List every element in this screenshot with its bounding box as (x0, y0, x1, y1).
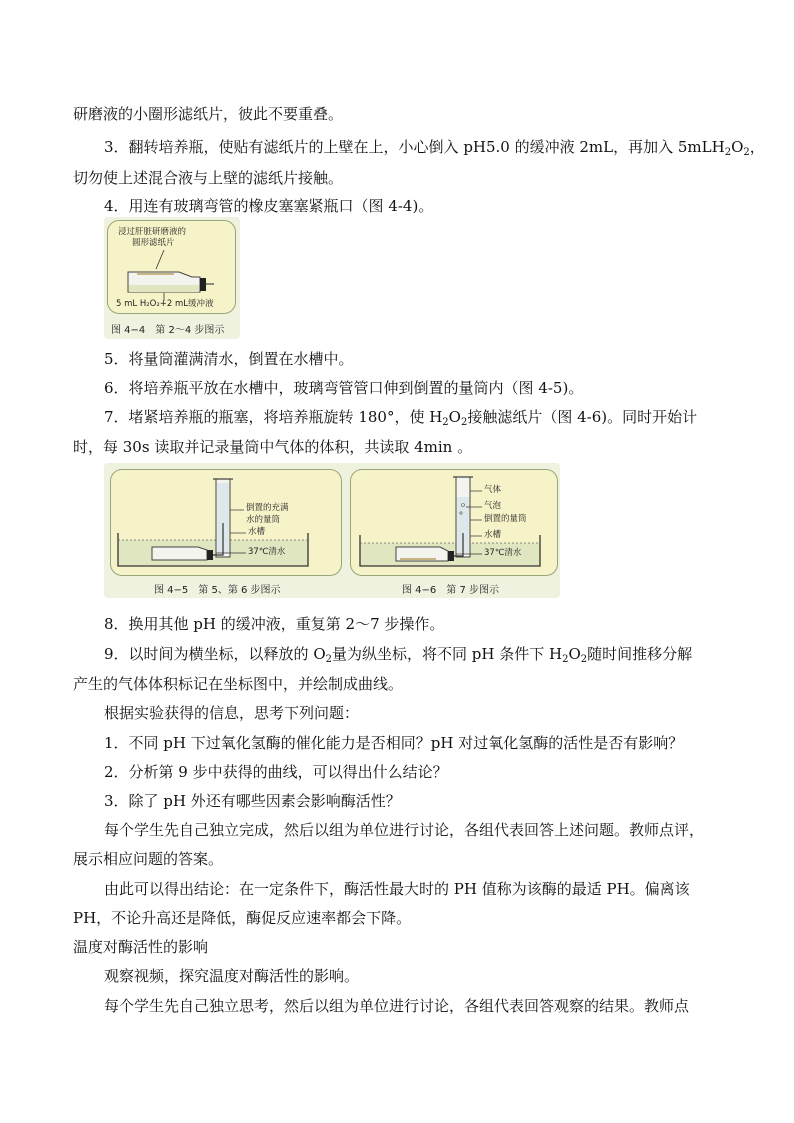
step-7-line: 7．堵紧培养瓶的瓶塞，将培养瓶旋转 180°，使 $H_2O_2$接触滤纸片（图 4-6)。同时开始计 (104, 408, 698, 428)
text-line: 观察视频，探究温度对酶活性的影响。 (104, 967, 360, 985)
figure-label: 37℃清水 (248, 547, 286, 557)
question-3: 3．除了 pH 外还有哪些因素会影响酶活性？ (104, 792, 401, 810)
figure-caption: 图 4−6 第 7 步图示 (402, 585, 500, 596)
section-heading: 温度对酶活性的影响 (73, 938, 209, 956)
text-line: 展示相应问题的答案。 (73, 850, 224, 868)
text-line: 研磨液的小圈形滤纸片，彼此不要重叠。 (73, 105, 344, 123)
step-5-line: 5．将量筒灌满清水，倒置在水槽中。 (104, 350, 354, 368)
conclusion-line: PH，不论升高还是降低，酶促反应速率都会下降。 (73, 909, 412, 927)
step-9-line: 9．以时间为横坐标，以释放的 $O_2$量为纵坐标，将不同 pH 条件下 $H_2O_2$随时间推移分解 (104, 645, 693, 665)
figure-4-4 (104, 217, 240, 339)
figure-label: 气体 (484, 485, 502, 495)
question-1: 1．不同 pH 下过氧化氢酶的催化能力是否相同？pH 对过氧化氢酶的活性是否有影响？ (104, 734, 684, 752)
text-line: 时，每 30s 读取并记录量筒中气体的体积，共读取 4min 。 (73, 438, 473, 456)
conclusion-line: 由此可以得出结论：在一定条件下，酶活性最大时的 PH 值称为该酶的最适 PH。偏离该 (104, 880, 690, 898)
text-line: 产生的气体体积标记在坐标图中，并绘制成曲线。 (73, 675, 404, 693)
figure-label: 圆形滤纸片 (132, 238, 175, 248)
text-line: 根据实验获得的信息，思考下列问题： (104, 704, 360, 722)
step-4-line: 4．用连有玻璃弯管的橡皮塞塞紧瓶口（图 4-4)。 (104, 197, 434, 215)
figure-caption: 图 4−4 第 2～4 步图示 (111, 325, 225, 336)
figure-label: 倒置的充满 (246, 503, 289, 513)
figure-label: 37℃清水 (484, 548, 522, 558)
figure-label: 5 mL H₂O₂+2 mL缓冲液 (116, 299, 214, 309)
figure-label: 水槽 (484, 530, 502, 540)
text-line: 每个学生先自己独立完成，然后以组为单位进行讨论，各组代表回答上述问题。教师点评， (104, 821, 705, 839)
figure-label: 水槽 (248, 527, 266, 537)
figure-label: 气泡 (484, 501, 502, 511)
figure-label: 水的量筒 (246, 515, 281, 525)
figure-label: 浸过肝脏研磨液的 (118, 227, 187, 237)
question-2: 2．分析第 9 步中获得的曲线，可以得出什么结论？ (104, 763, 448, 781)
figure-caption: 图 4−5 第 5、第 6 步图示 (154, 585, 281, 596)
figure-label: 倒置的量筒 (484, 514, 527, 524)
figure-4-5-4-6 (104, 463, 560, 598)
text-line: 每个学生先自己独立思考，然后以组为单位进行讨论，各组代表回答观察的结果。教师点 (104, 997, 690, 1015)
step-3-line: 3．翻转培养瓶，使贴有滤纸片的上壁在上，小心倒入 pH5.0 的缓冲液 2mL，再加入 $5mLH_2O_2$， (104, 138, 765, 158)
step-6-line: 6．将培养瓶平放在水槽中，玻璃弯管管口伸到倒置的量筒内（图 4-5)。 (104, 379, 584, 397)
text-line: 切勿使上述混合液与上壁的滤纸片接触。 (73, 169, 344, 187)
step-8-line: 8．换用其他 pH 的缓冲液，重复第 2～7 步操作。 (104, 615, 445, 633)
